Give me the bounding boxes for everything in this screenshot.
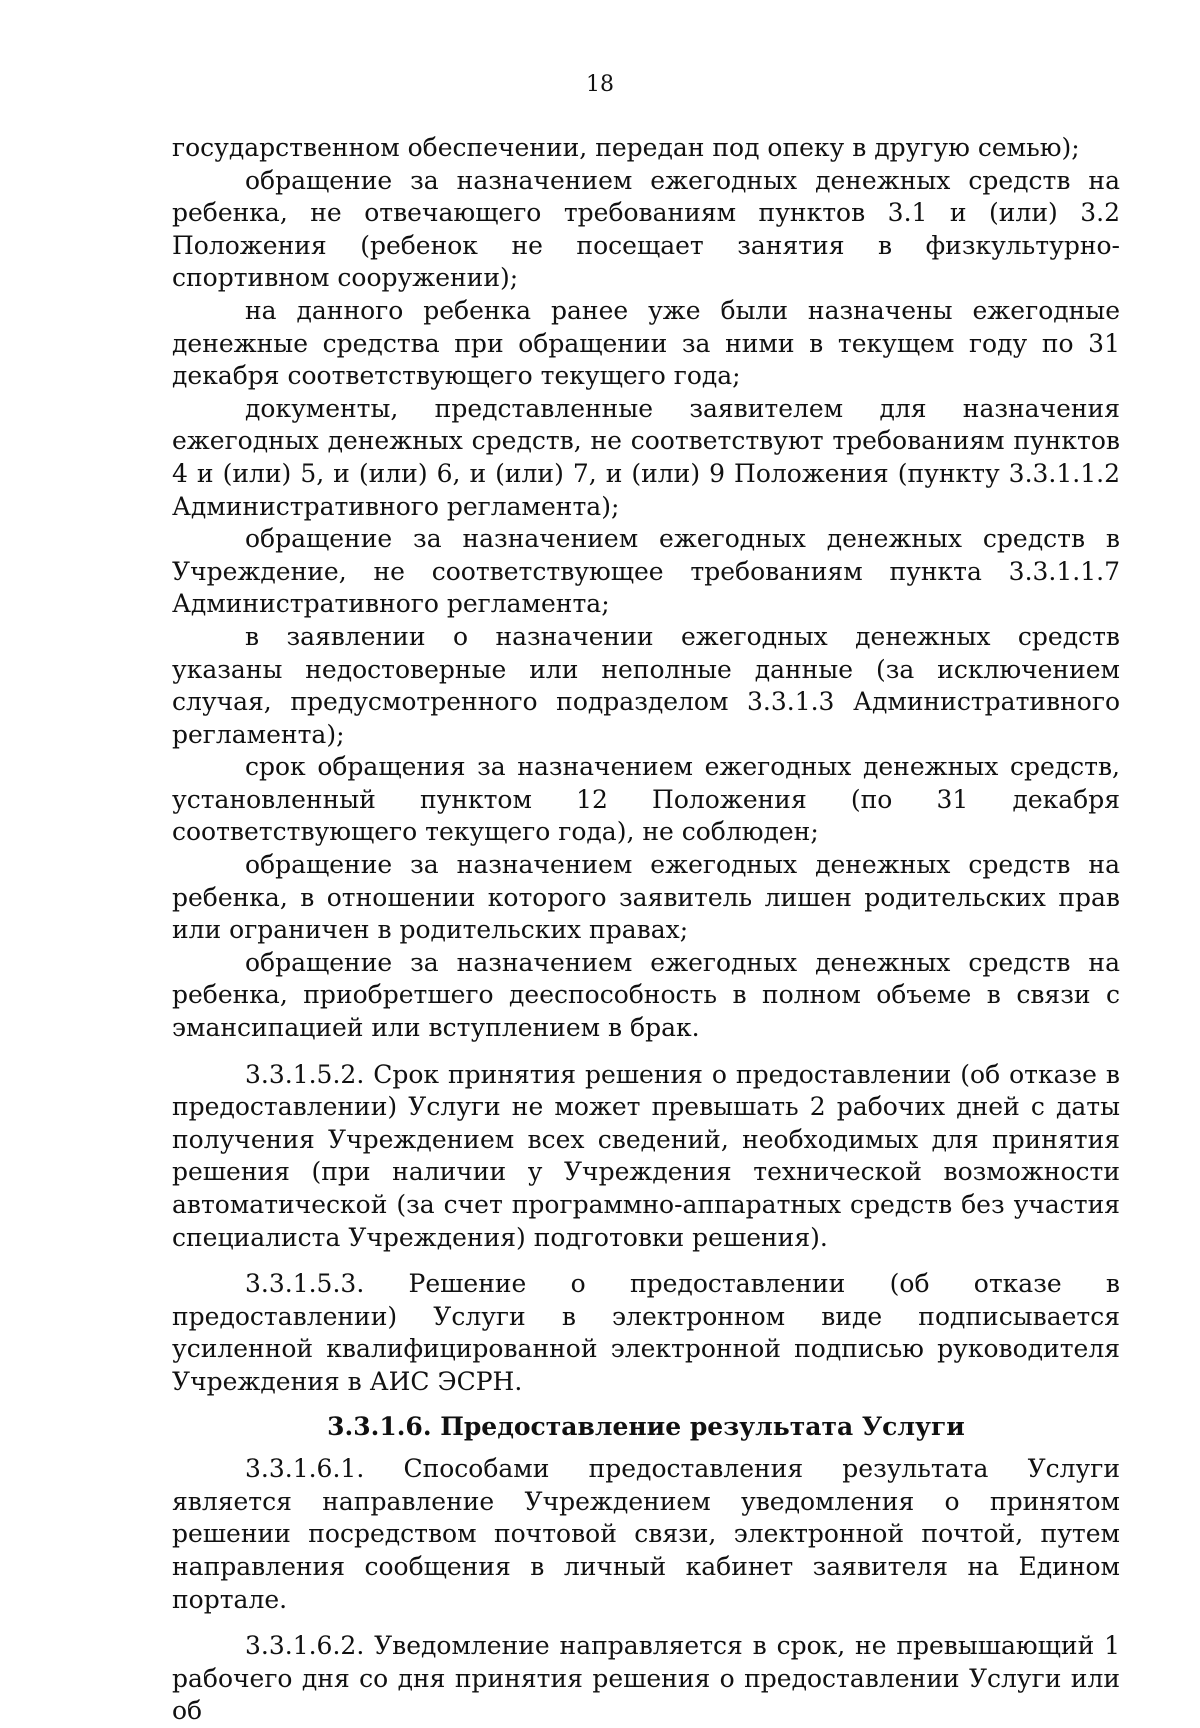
page-number: 18 (586, 72, 614, 97)
list-item-paragraph: обращение за назначением ежегодных денежных средств на ребенка, в отношении которого заявитель лишен родительских прав или ограничен в родительских правах; (172, 850, 1120, 945)
list-item-paragraph: документы, представленные заявителем для назначения ежегодных денежных средств, не соответствуют требованиям пунктов 4 и (или) 5, и (или) 6, и (или) 7, и (или) 9 Положения (пункту 3.3.1.1.2 Административного регламента); (172, 393, 1120, 521)
clause-paragraph: 3.3.1.6.1. Способами предоставления результата Услуги является направление Учреждением уведомления о принятом решении посредством почтовой связи, электронной почтой, путем направления сообщения в личный кабинет заявителя на Едином портале. (172, 1454, 1120, 1614)
document-body (172, 132, 1120, 1728)
list-item-paragraph: в заявлении о назначении ежегодных денежных средств указаны недостоверные или неполные данные (за исключением случая, предусмотренного подразделом 3.3.1.3 Административного регламента); (172, 621, 1120, 749)
clause-paragraph: 3.3.1.5.3. Решение о предоставлении (об отказе в предоставлении) Услуги в электронном виде подписывается усиленной квалифицированной электронной подписью руководителя Учреждения в АИС ЭСРН. (172, 1269, 1120, 1396)
clause-paragraph: 3.3.1.6.2. Уведомление направляется в срок, не превышающий 1 рабочего дня со дня принятия решения о предоставлении Услуги или об (172, 1631, 1120, 1726)
list-item-paragraph: на данного ребенка ранее уже были назначены ежегодные денежные средства при обращении за ними в текущем году по 31 декабря соответствующего текущего года; (172, 295, 1120, 391)
clause-paragraph: 3.3.1.5.2. Срок принятия решения о предоставлении (об отказе в предоставлении) Услуги не может превышать 2 рабочих дней с даты получения Учреждением всех сведений, необходимых для принятия решения (при наличии у Учреждения технической возможности автоматической (за счет программно-аппаратных средств без участия специалиста Учреждения) подготовки решения). (172, 1059, 1120, 1252)
section-heading: 3.3.1.6. Предоставление результата Услуги (327, 1411, 965, 1441)
list-item-paragraph: срок обращения за назначением ежегодных денежных средств, установленный пунктом 12 Положения (по 31 декабря соответствующего текущего года), не соблюден; (172, 752, 1120, 847)
list-item-paragraph: обращение за назначением ежегодных денежных средств на ребенка, не отвечающего требованиям пунктов 3.1 и (или) 3.2 Положения (ребенок не посещает занятия в физкультурно-спортивном сооружении); (172, 165, 1120, 293)
paragraph-continuation: государственном обеспечении, передан под опеку в другую семью); (172, 133, 1080, 162)
list-item-paragraph: обращение за назначением ежегодных денежных средств на ребенка, приобретшего дееспособность в полном объеме в связи с эмансипацией или вступлением в брак. (172, 947, 1120, 1043)
list-item-paragraph: обращение за назначением ежегодных денежных средств в Учреждение, не соответствующее требованиям пункта 3.3.1.1.7 Административного регламента; (172, 524, 1120, 619)
